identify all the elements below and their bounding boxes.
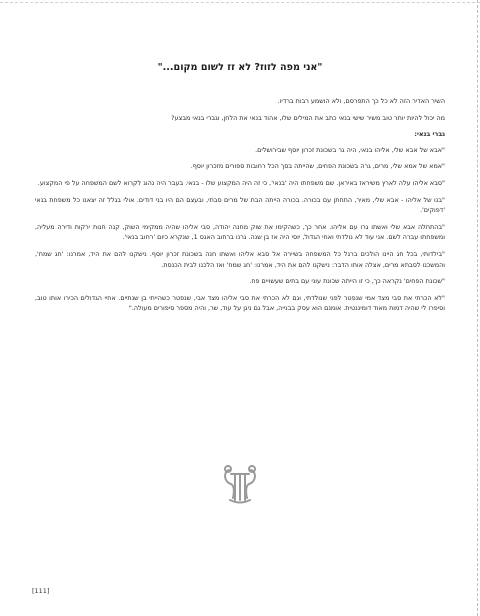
intro-paragraph: מה יכול להיות יותר טוב משיר שישי בנאי כתב את המילים שלו, אהוד בנאי את הלחן, וגברי בנאי מבצע? bbox=[171, 113, 445, 122]
quote-paragraph: "בילדותי, בכל חג היינו הולכים ברגל כל המשפחה בשיירה אל סבא אליהו ואשתו חנה בשכונת זכרון יוסף. נישקנו להם את היד, אמרנו: 'חג שמח', והמשכנו לסבתא מרים, אצלה אותו הדבר: נישקנו להם את היד, אמרנו: 'חג שמח' ואז הלכנו לבית הכנסת. bbox=[35, 249, 445, 269]
body-text bbox=[35, 96, 445, 320]
lyre-icon bbox=[219, 462, 261, 506]
chapter-title: "אני מפה לזוז? לא זז לשום מקום..." bbox=[157, 62, 323, 73]
intro-paragraph: השיר האדיר הזה לא כל כך התפרסם, ולא הושמע רבות ברדיו. bbox=[277, 97, 445, 105]
page-number: [111] bbox=[32, 587, 50, 595]
quote-paragraph: "לא הכרתי את סבי מצד אמי שנפטר לפני שנולדתי, וגם לא הכרתי את סבי אליהו מצד אבי, שנפטר כשהייתי בן שנתיים. אחיי הגדולים הכירו אותו טוב, וסיפרו לי שהיה דמות מאוד דומיננטית. אומנם הוא עסק בבנייה, אבל גם ניגן על עוד, שר, והיה מספר סיפורים מעולה." bbox=[35, 293, 445, 313]
quote-paragraph: "בהתחלה אבא שלי ואשתו גרו עם אליהו. אחר כך, כשהקימו את שוק מחנה יהודה, סבי אליהו שהיה ממקימי השוק, קנה חנות ירקות ודירה מעליה, ומשפחתו עברה לשם. אני עוד לא נולדתי ואחי הגדול, יוסי היה אז בן שנה. גרנו ברחוב האגס 1, שנקרא כיום 'רחוב בנאי'. bbox=[35, 222, 445, 242]
crop-mark-top bbox=[0, 2, 480, 3]
quote-paragraph: "סבא אליהו עלה לארץ משיראז באיראן. שם משפחתו היה 'בנאי', כי זה היה המקצוע שלו - בנאי. בעבר היה נהוג לקרוא לשם המשפחה על פי המקצוע. bbox=[37, 178, 445, 187]
speaker-subheading: גברי בנאי: bbox=[414, 130, 445, 139]
quote-paragraph: "אבא של אבא שלי, אליהו בנאי, היה גר בשכונת זכרון יוסף שבירושלים. bbox=[255, 145, 445, 154]
quote-paragraph: "אמא של אמא שלי, מרים, גרה בשכונת הפחים, שהייתה בסך הכל רחובות ספורים מזכרון יוסף. bbox=[190, 162, 445, 171]
quote-paragraph: "בנו של אליהו - אבא שלי, מאיר, התחתן עם בכורה. בכורה הייתה הבת של מרים סבתי, ובעצם הם היו בני דודים. אולי בגלל זה יצאנו כל משפחת בנאי 'דפוקים'. bbox=[35, 195, 445, 215]
crop-mark-right bbox=[475, 0, 478, 616]
quote-paragraph: "שכונת הפחים' נקראה כך, כי זו הייתה שכונת עוני עם בתים שעשויים פח. bbox=[249, 277, 445, 286]
